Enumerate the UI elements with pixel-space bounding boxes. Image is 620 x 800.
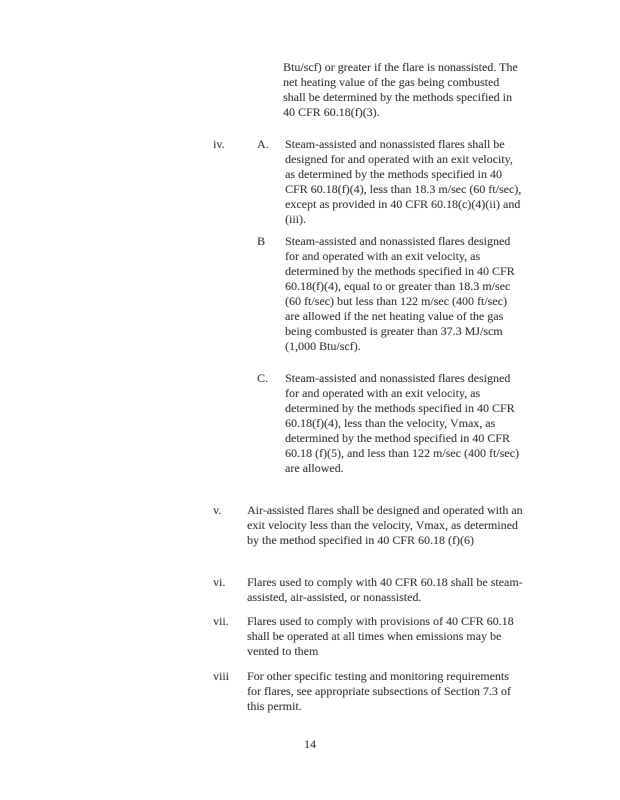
subitem-a-text: Steam-assisted and nonassisted flares shall be designed for and operated with an exit velocity, as determined by the methods specified in 40 CFR 60.18(f)(4), less than 18.3 m/sec (60 ft/sec), except as provided in 40 CFR 60.18(c)(4)(ii) and (iii). (285, 137, 522, 226)
subitem-b-text: Steam-assisted and nonassisted flares designed for and operated with an exit velocity, as determined by the methods specified in 40 CFR 60.18(f)(4), equal to or greater than 18.3 m/sec (60 ft/sec) but less than 122 m/sec (400 ft/sec) are allowed if the net heating value of the gas being combusted is greater than 37.3 MJ/scm (1,000 Btu/scf). (285, 234, 515, 353)
item-iv-label: iv. (213, 137, 225, 151)
item-v-text: Air-assisted flares shall be designed and operated with an exit velocity less than the velocity, Vmax, as determined by the method specified in 40 CFR 60.18 (f)(6) (247, 503, 523, 547)
item-v-label: v. (213, 503, 222, 517)
item-vii-text: Flares used to comply with provisions of 40 CFR 60.18 shall be operated at all times when emissions may be vented to them (247, 614, 514, 658)
item-viii-text: For other specific testing and monitoring requirements for flares, see appropriate subsections of Section 7.3 of this permit. (247, 669, 511, 713)
item-vi-label: vi. (213, 575, 226, 589)
subitem-c-text: Steam-assisted and nonassisted flares designed for and operated with an exit velocity, as determined by the methods specified in 40 CFR 60.18(f)(4), less than the velocity, Vmax, as determined by the method specified in 40 CFR 60.18 (f)(5), and less than 122 m/sec (400 ft/sec) are allowed. (285, 371, 519, 475)
subitem-a-label: A. (257, 137, 269, 151)
item-vi-text: Flares used to comply with 40 CFR 60.18 shall be steam-assisted, air-assisted, or nonassisted. (247, 575, 523, 604)
paragraph-continuation: Btu/scf) or greater if the flare is nonassisted. The net heating value of the gas being combusted shall be determined by the methods specified in 40 CFR 60.18(f)(3). (283, 60, 518, 119)
subitem-c-label: C. (257, 371, 269, 385)
item-viii-label: viii (213, 669, 230, 683)
subitem-b-label: B (257, 234, 266, 248)
item-vii-label: vii. (213, 614, 229, 628)
page-number: 14 (304, 737, 316, 751)
